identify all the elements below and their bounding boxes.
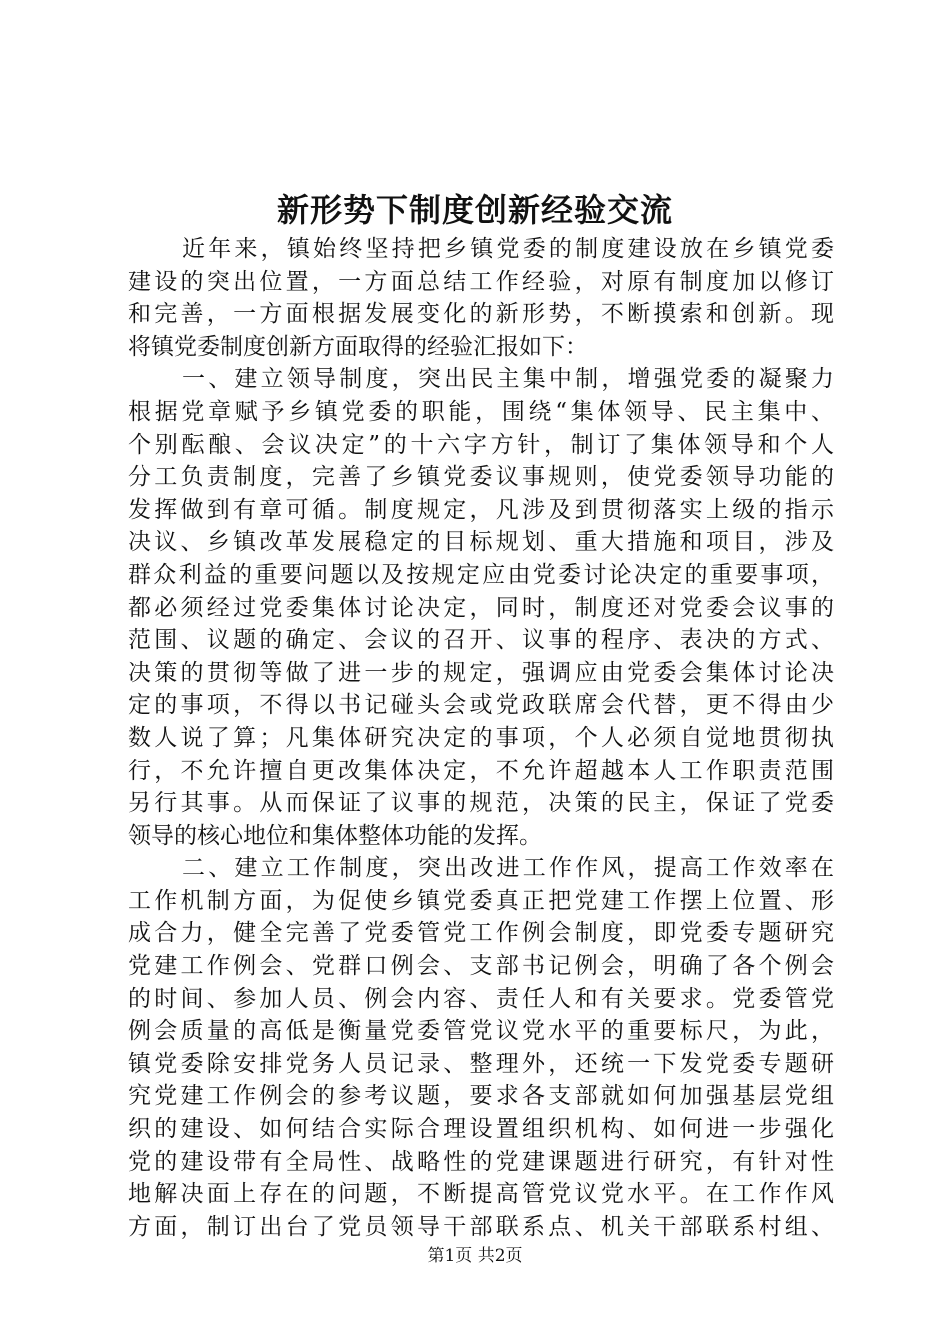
- body-text-line: 工作机制方面，为促使乡镇党委真正把党建工作摆上位置、形: [128, 887, 834, 914]
- body-text-line: 决策的贯彻等做了进一步的规定，强调应由党委会集体讨论决: [128, 659, 834, 686]
- body-text-line: 决议、乡镇改革发展稳定的目标规划、重大措施和项目，涉及: [128, 529, 834, 556]
- body-text-line: 都必须经过党委集体讨论决定，同时，制度还对党委会议事的: [128, 594, 834, 621]
- document-body: [128, 233, 834, 1243]
- body-text-line: 方面，制订出台了党员领导干部联系点、机关干部联系村组、: [128, 1213, 834, 1240]
- body-text-line: 发挥做到有章可循。制度规定，凡涉及到贯彻落实上级的指示: [128, 496, 834, 523]
- body-text-line: 地解决面上存在的问题，不断提高管党议党水平。在工作作风: [128, 1181, 834, 1208]
- body-text-line: 二、建立工作制度，突出改进工作作风，提高工作效率在: [182, 855, 834, 882]
- body-text-line: 和完善，一方面根据发展变化的新形势，不断摸索和创新。现: [128, 301, 834, 328]
- body-text-line: 究党建工作例会的参考议题，要求各支部就如何加强基层党组: [128, 1083, 834, 1110]
- body-text-line: 近年来，镇始终坚持把乡镇党委的制度建设放在乡镇党委: [182, 236, 834, 262]
- body-text-line: 领导的核心地位和集体整体功能的发挥。: [128, 822, 542, 849]
- body-text-line: 的时间、参加人员、例会内容、责任人和有关要求。党委管党: [128, 985, 834, 1012]
- body-text-line: 党的建设带有全局性、战略性的党建课题进行研究，有针对性: [128, 1148, 834, 1175]
- body-text-line: 个别酝酿、会议决定”的十六字方针，制订了集体领导和个人: [128, 431, 834, 458]
- body-text-line: 将镇党委制度创新方面取得的经验汇报如下：: [128, 333, 588, 360]
- body-text-line: 定的事项，不得以书记碰头会或党政联席会代替，更不得由少: [128, 692, 834, 719]
- body-text-line: 行，不允许擅自更改集体决定，不允许超越本人工作职责范围: [128, 757, 834, 784]
- body-text-line: 范围、议题的确定、会议的召开、议事的程序、表决的方式、: [128, 627, 834, 654]
- document-title: 新形势下制度创新经验交流: [276, 191, 673, 229]
- body-text-line: 建设的突出位置，一方面总结工作经验，对原有制度加以修订: [128, 268, 834, 295]
- body-text-line: 群众利益的重要问题以及按规定应由党委讨论决定的重要事项，: [128, 561, 834, 588]
- body-text-line: 数人说了算；凡集体研究决定的事项，个人必须自觉地贯彻执: [128, 724, 834, 751]
- body-text-line: 党建工作例会、党群口例会、支部书记例会，明确了各个例会: [128, 953, 834, 980]
- body-text-line: 另行其事。从而保证了议事的规范，决策的民主，保证了党委: [128, 790, 834, 817]
- body-text-line: 织的建设、如何结合实际合理设置组织机构、如何进一步强化: [128, 1116, 834, 1143]
- page-footer: 第1页 共2页: [427, 1246, 523, 1266]
- body-text-line: 分工负责制度，完善了乡镇党委议事规则，使党委领导功能的: [128, 464, 834, 491]
- body-text-line: 根据党章赋予乡镇党委的职能，围绕“集体领导、民主集中、: [128, 398, 834, 425]
- body-text-line: 例会质量的高低是衡量党委管党议党水平的重要标尺，为此，: [128, 1018, 834, 1045]
- body-text-line: 镇党委除安排党务人员记录、整理外，还统一下发党委专题研: [128, 1050, 834, 1077]
- body-text-line: 一、建立领导制度，突出民主集中制，增强党委的凝聚力: [182, 366, 834, 393]
- body-text-line: 成合力，健全完善了党委管党工作例会制度，即党委专题研究: [128, 920, 834, 947]
